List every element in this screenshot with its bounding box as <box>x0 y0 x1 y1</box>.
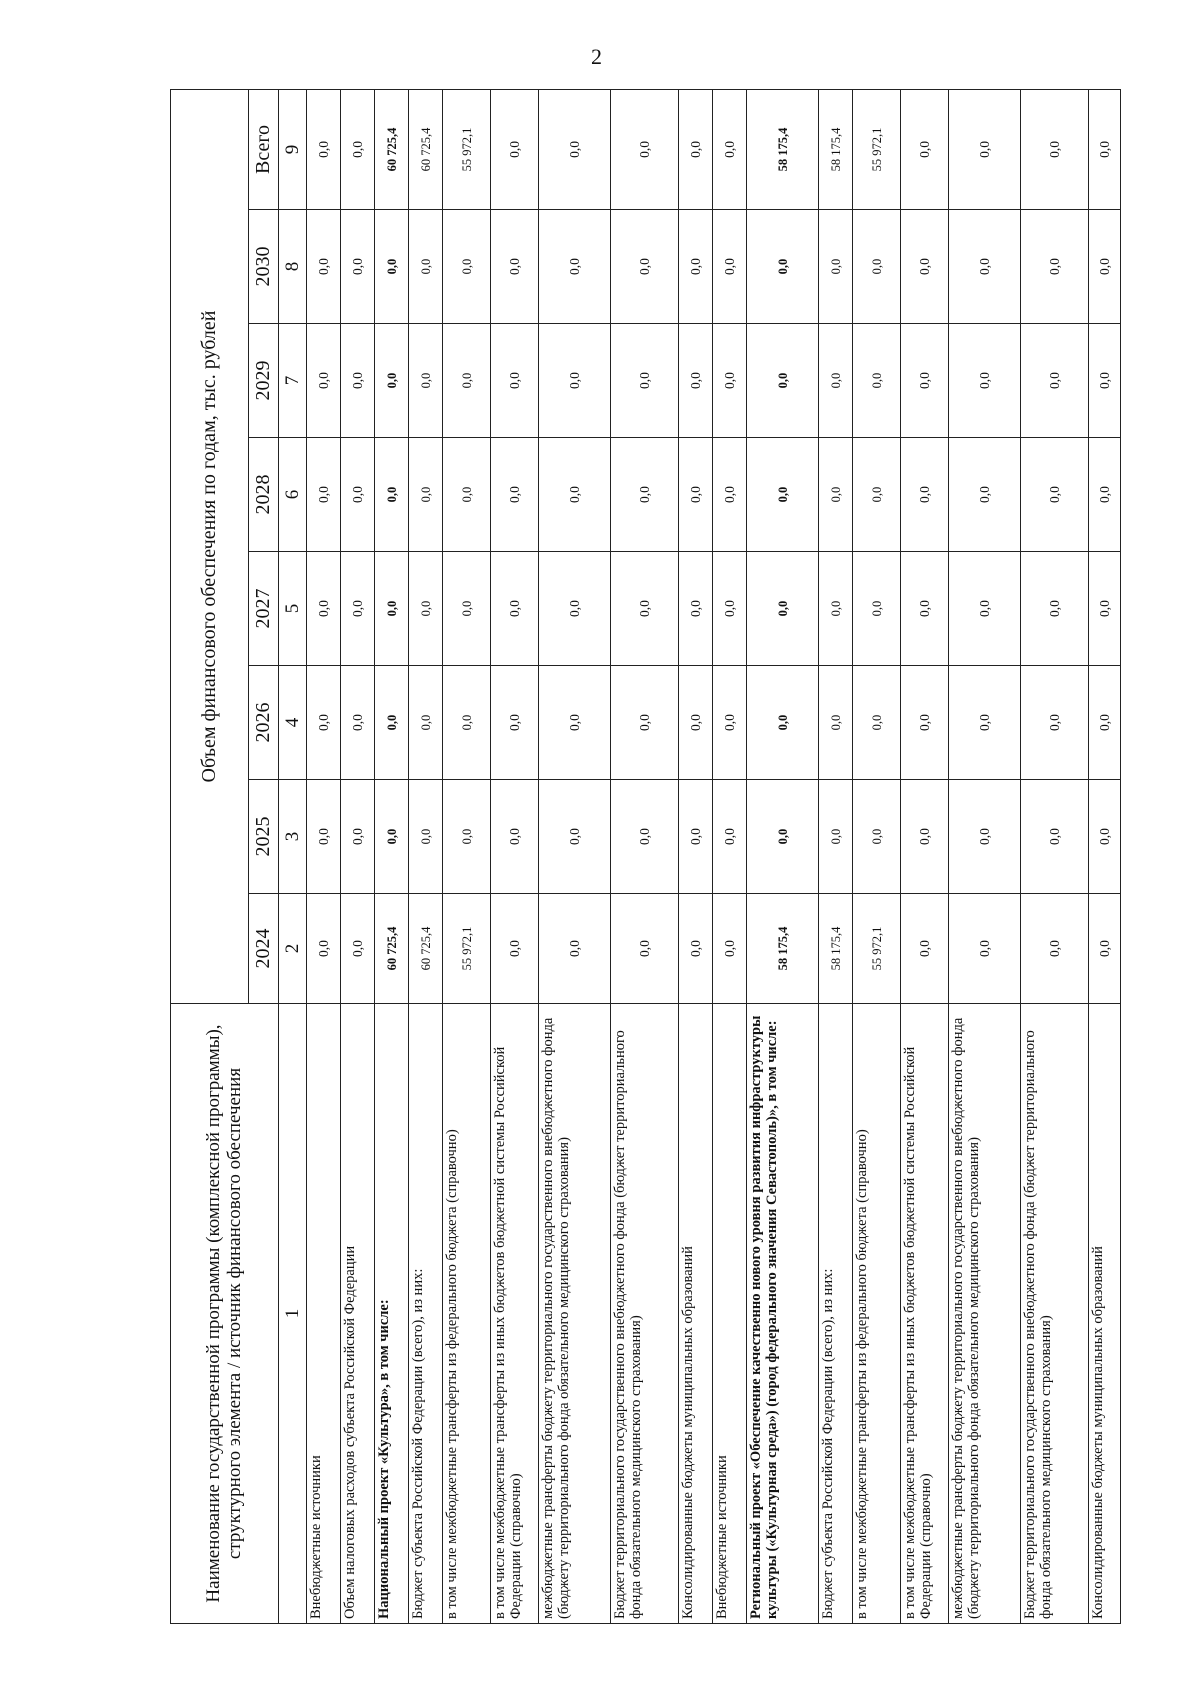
row-year-value: 0,0 <box>901 210 949 324</box>
row-year-value: 0,0 <box>341 552 375 666</box>
column-number: 7 <box>279 324 307 438</box>
row-year-value: 0,0 <box>713 210 747 324</box>
header-year: 2027 <box>249 552 279 666</box>
row-year-value: 0,0 <box>341 666 375 780</box>
table-row <box>949 89 1021 1623</box>
header-name-column: Наименование государственной программы (комплексной программы), структурного элемента / источник финансового обеспечения <box>171 1004 279 1624</box>
row-year-value: 0,0 <box>409 324 443 438</box>
header-year: 2028 <box>249 438 279 552</box>
row-year-value: 0,0 <box>679 780 713 894</box>
row-year-value: 0,0 <box>747 438 819 552</box>
row-year-value: 0,0 <box>409 438 443 552</box>
row-total-value: 0,0 <box>341 89 375 209</box>
row-year-value: 0,0 <box>949 552 1021 666</box>
table-row <box>853 89 901 1623</box>
row-year-value: 60 725,4 <box>375 894 409 1004</box>
row-source-name: в том числе межбюджетные трансферты из федерального бюджета (справочно) <box>853 1004 901 1624</box>
row-year-value: 0,0 <box>611 324 679 438</box>
row-year-value: 0,0 <box>443 438 491 552</box>
row-year-value: 0,0 <box>949 438 1021 552</box>
row-year-value: 0,0 <box>443 666 491 780</box>
row-year-value: 0,0 <box>713 438 747 552</box>
row-year-value: 0,0 <box>491 894 539 1004</box>
row-year-value: 0,0 <box>901 438 949 552</box>
row-source-name: Консолидированные бюджеты муниципальных образований <box>1089 1004 1121 1624</box>
row-year-value: 0,0 <box>901 552 949 666</box>
row-total-value: 0,0 <box>901 89 949 209</box>
column-number: 6 <box>279 438 307 552</box>
row-total-value: 58 175,4 <box>747 89 819 209</box>
row-year-value: 0,0 <box>679 666 713 780</box>
header-year: 2030 <box>249 210 279 324</box>
row-year-value: 0,0 <box>747 780 819 894</box>
row-year-value: 0,0 <box>341 324 375 438</box>
financing-table <box>170 89 1121 1624</box>
row-year-value: 0,0 <box>679 552 713 666</box>
row-total-value: 55 972,1 <box>853 89 901 209</box>
rotated-table-wrapper <box>170 90 1112 1624</box>
row-year-value: 0,0 <box>901 666 949 780</box>
row-year-value: 0,0 <box>901 324 949 438</box>
row-year-value: 0,0 <box>611 780 679 894</box>
row-year-value: 0,0 <box>713 666 747 780</box>
row-year-value: 0,0 <box>409 552 443 666</box>
row-source-name: Бюджет субъекта Российской Федерации (всего), из них: <box>819 1004 853 1624</box>
row-year-value: 0,0 <box>949 324 1021 438</box>
row-year-value: 0,0 <box>1089 894 1121 1004</box>
row-year-value: 0,0 <box>307 210 341 324</box>
row-year-value: 0,0 <box>307 438 341 552</box>
table-row <box>341 89 375 1623</box>
row-total-value: 0,0 <box>949 89 1021 209</box>
table-row <box>679 89 713 1623</box>
row-year-value: 55 972,1 <box>443 894 491 1004</box>
row-year-value: 0,0 <box>1021 324 1089 438</box>
row-year-value: 0,0 <box>307 324 341 438</box>
row-total-value: 0,0 <box>713 89 747 209</box>
row-year-value: 0,0 <box>307 666 341 780</box>
page-number: 2 <box>591 44 602 69</box>
table-row <box>307 89 341 1623</box>
row-year-value: 0,0 <box>949 666 1021 780</box>
table-row <box>611 89 679 1623</box>
column-number: 2 <box>279 894 307 1004</box>
table-row <box>901 89 949 1623</box>
row-year-value: 0,0 <box>679 894 713 1004</box>
row-year-value: 0,0 <box>679 438 713 552</box>
row-source-name: Внебюджетные источники <box>307 1004 341 1624</box>
row-year-value: 0,0 <box>1089 666 1121 780</box>
row-year-value: 0,0 <box>443 552 491 666</box>
row-source-name: в том числе межбюджетные трансферты из иных бюджетов бюджетной системы Российской Федерации (справочно) <box>901 1004 949 1624</box>
row-year-value: 0,0 <box>539 666 611 780</box>
row-year-value: 0,0 <box>1021 780 1089 894</box>
row-year-value: 0,0 <box>539 780 611 894</box>
row-year-value: 0,0 <box>307 780 341 894</box>
row-year-value: 0,0 <box>539 894 611 1004</box>
row-total-value: 0,0 <box>1089 89 1121 209</box>
row-source-name: в том числе межбюджетные трансферты из иных бюджетов бюджетной системы Российской Федерации (справочно) <box>491 1004 539 1624</box>
column-number: 5 <box>279 552 307 666</box>
row-year-value: 58 175,4 <box>819 894 853 1004</box>
table-row <box>1021 89 1089 1623</box>
row-year-value: 0,0 <box>901 780 949 894</box>
row-year-value: 0,0 <box>443 210 491 324</box>
row-source-name: Бюджет территориального государственного внебюджетного фонда (бюджет территориального фонда обязательного медицинского страхования) <box>1021 1004 1089 1624</box>
row-year-value: 0,0 <box>375 552 409 666</box>
row-year-value: 0,0 <box>491 324 539 438</box>
row-total-value: 0,0 <box>1021 89 1089 209</box>
row-year-value: 0,0 <box>949 780 1021 894</box>
header-year: 2029 <box>249 324 279 438</box>
row-total-value: 0,0 <box>679 89 713 209</box>
row-year-value: 60 725,4 <box>409 894 443 1004</box>
row-year-value: 0,0 <box>819 666 853 780</box>
column-number: 3 <box>279 780 307 894</box>
row-year-value: 0,0 <box>949 894 1021 1004</box>
row-year-value: 0,0 <box>1021 552 1089 666</box>
row-year-value: 0,0 <box>611 438 679 552</box>
table-row <box>747 89 819 1623</box>
row-source-name: Консолидированные бюджеты муниципальных образований <box>679 1004 713 1624</box>
row-year-value: 0,0 <box>611 552 679 666</box>
row-total-value: 0,0 <box>539 89 611 209</box>
row-year-value: 0,0 <box>679 324 713 438</box>
header-total: Всего <box>249 89 279 209</box>
row-year-value: 0,0 <box>853 324 901 438</box>
row-year-value: 0,0 <box>853 780 901 894</box>
row-year-value: 0,0 <box>819 780 853 894</box>
row-year-value: 0,0 <box>679 210 713 324</box>
row-year-value: 0,0 <box>1089 210 1121 324</box>
row-source-name: Бюджет субъекта Российской Федерации (всего), из них: <box>409 1004 443 1624</box>
row-year-value: 0,0 <box>1021 666 1089 780</box>
row-source-name: Объем налоговых расходов субъекта Российской Федерации <box>341 1004 375 1624</box>
table-row <box>1089 89 1121 1623</box>
row-total-value: 60 725,4 <box>409 89 443 209</box>
table-row <box>443 89 491 1623</box>
row-total-value: 0,0 <box>491 89 539 209</box>
table-row <box>375 89 409 1623</box>
row-source-name: межбюджетные трансферты бюджету территориального государственного внебюджетного фонда (бюджету территориального фонда обязательного медицинского страхования) <box>539 1004 611 1624</box>
table-body <box>307 89 1121 1623</box>
row-year-value: 0,0 <box>491 210 539 324</box>
column-number: 9 <box>279 89 307 209</box>
row-source-name: Региональный проект «Обеспечение качественно нового уровня развития инфраструктуры культуры («Культурная среда») (город федерального значения Севастополь)», в том числе: <box>747 1004 819 1624</box>
row-year-value: 0,0 <box>341 210 375 324</box>
row-year-value: 0,0 <box>375 666 409 780</box>
row-year-value: 0,0 <box>375 324 409 438</box>
row-year-value: 0,0 <box>747 552 819 666</box>
row-year-value: 0,0 <box>819 210 853 324</box>
table-row <box>819 89 853 1623</box>
row-year-value: 0,0 <box>341 780 375 894</box>
row-year-value: 0,0 <box>853 552 901 666</box>
row-year-value: 0,0 <box>491 780 539 894</box>
row-year-value: 0,0 <box>539 210 611 324</box>
row-year-value: 0,0 <box>1089 438 1121 552</box>
header-year: 2026 <box>249 666 279 780</box>
header-year: 2024 <box>249 894 279 1004</box>
header-volume-column: Объем финансового обеспечения по годам, тыс. рублей <box>171 89 249 1003</box>
table-row <box>409 89 443 1623</box>
row-total-value: 0,0 <box>611 89 679 209</box>
row-source-name: межбюджетные трансферты бюджету территориального государственного внебюджетного фонда (бюджету территориального фонда обязательного медицинского страхования) <box>949 1004 1021 1624</box>
row-source-name: в том числе межбюджетные трансферты из федерального бюджета (справочно) <box>443 1004 491 1624</box>
row-year-value: 0,0 <box>443 324 491 438</box>
table-row <box>713 89 747 1623</box>
row-year-value: 0,0 <box>491 666 539 780</box>
row-year-value: 0,0 <box>747 210 819 324</box>
row-year-value: 0,0 <box>611 666 679 780</box>
row-year-value: 0,0 <box>713 552 747 666</box>
row-year-value: 0,0 <box>1021 438 1089 552</box>
row-year-value: 0,0 <box>375 210 409 324</box>
row-year-value: 0,0 <box>539 438 611 552</box>
row-year-value: 0,0 <box>713 324 747 438</box>
row-year-value: 0,0 <box>491 552 539 666</box>
row-year-value: 55 972,1 <box>853 894 901 1004</box>
row-year-value: 0,0 <box>443 780 491 894</box>
row-total-value: 60 725,4 <box>375 89 409 209</box>
row-year-value: 0,0 <box>539 324 611 438</box>
row-year-value: 0,0 <box>375 780 409 894</box>
row-year-value: 0,0 <box>1089 780 1121 894</box>
column-number: 8 <box>279 210 307 324</box>
row-year-value: 0,0 <box>611 894 679 1004</box>
row-year-value: 0,0 <box>375 438 409 552</box>
row-year-value: 0,0 <box>1089 552 1121 666</box>
column-number: 4 <box>279 666 307 780</box>
row-year-value: 0,0 <box>307 552 341 666</box>
row-year-value: 0,0 <box>819 324 853 438</box>
row-total-value: 55 972,1 <box>443 89 491 209</box>
row-source-name: Национальный проект «Культура», в том числе: <box>375 1004 409 1624</box>
row-total-value: 58 175,4 <box>819 89 853 209</box>
row-year-value: 0,0 <box>819 438 853 552</box>
header-year: 2025 <box>249 780 279 894</box>
row-source-name: Бюджет территориального государственного внебюджетного фонда (бюджет территориального фонда обязательного медицинского страхования) <box>611 1004 679 1624</box>
row-year-value: 0,0 <box>341 438 375 552</box>
row-total-value: 0,0 <box>307 89 341 209</box>
row-year-value: 0,0 <box>853 210 901 324</box>
column-number: 1 <box>279 1004 307 1624</box>
row-year-value: 0,0 <box>491 438 539 552</box>
row-year-value: 0,0 <box>1089 324 1121 438</box>
table-row <box>539 89 611 1623</box>
row-year-value: 0,0 <box>819 552 853 666</box>
row-source-name: Внебюджетные источники <box>713 1004 747 1624</box>
row-year-value: 0,0 <box>409 666 443 780</box>
row-year-value: 0,0 <box>713 780 747 894</box>
row-year-value: 0,0 <box>409 210 443 324</box>
row-year-value: 0,0 <box>307 894 341 1004</box>
row-year-value: 0,0 <box>341 894 375 1004</box>
row-year-value: 0,0 <box>853 438 901 552</box>
row-year-value: 58 175,4 <box>747 894 819 1004</box>
row-year-value: 0,0 <box>949 210 1021 324</box>
row-year-value: 0,0 <box>409 780 443 894</box>
row-year-value: 0,0 <box>1021 210 1089 324</box>
table-row <box>491 89 539 1623</box>
row-year-value: 0,0 <box>713 894 747 1004</box>
row-year-value: 0,0 <box>747 324 819 438</box>
row-year-value: 0,0 <box>853 666 901 780</box>
row-year-value: 0,0 <box>611 210 679 324</box>
row-year-value: 0,0 <box>747 666 819 780</box>
row-year-value: 0,0 <box>539 552 611 666</box>
row-year-value: 0,0 <box>901 894 949 1004</box>
row-year-value: 0,0 <box>1021 894 1089 1004</box>
